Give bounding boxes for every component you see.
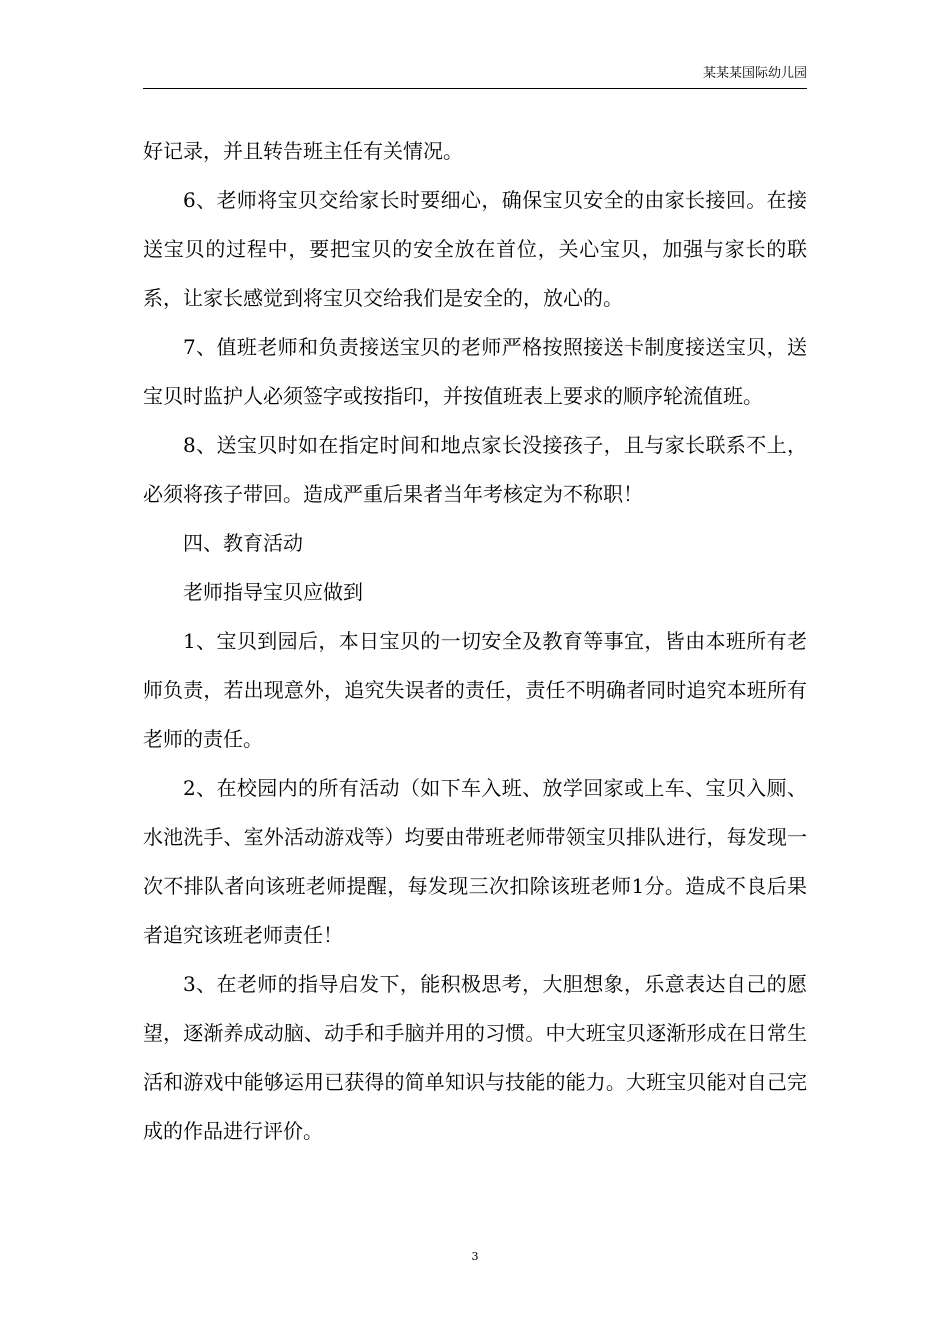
paragraph-item-7: 7、值班老师和负责接送宝贝的老师严格按照接送卡制度接送宝贝，送宝贝时监护人必须签字或按指印，并按值班表上要求的顺序轮流值班。 <box>143 335 807 408</box>
page-header <box>143 60 807 89</box>
document-body <box>143 127 807 1156</box>
paragraph-item-6: 6、老师将宝贝交给家长时要细心，确保宝贝安全的由家长接回。在接送宝贝的过程中，要把宝贝的安全放在首位，关心宝贝，加强与家长的联系，让家长感觉到将宝贝交给我们是安全的，放心的。 <box>143 188 807 310</box>
paragraph-continuation: 好记录，并且转告班主任有关情况。 <box>143 139 463 163</box>
paragraph-edu-item-3: 3、在老师的指导启发下，能积极思考，大胆想象，乐意表达自己的愿望，逐渐养成动脑、动手和手脑并用的习惯。中大班宝贝逐渐形成在日常生活和游戏中能够运用已获得的简单知识与技能的能力。大班宝贝能对自己完成的作品进行评价。 <box>143 972 807 1143</box>
sub-heading: 老师指导宝贝应做到 <box>183 580 363 604</box>
page-number: 3 <box>471 1250 479 1263</box>
section-heading: 四、教育活动 <box>183 531 303 555</box>
header-org-name: 某某某国际幼儿园 <box>702 66 807 81</box>
paragraph-edu-item-1: 1、宝贝到园后，本日宝贝的一切安全及教育等事宜，皆由本班所有老师负责，若出现意外，追究失误者的责任，责任不明确者同时追究本班所有老师的责任。 <box>143 629 807 751</box>
paragraph-item-8: 8、送宝贝时如在指定时间和地点家长没接孩子，且与家长联系不上，必须将孩子带回。造成严重后果者当年考核定为不称职！ <box>143 433 807 506</box>
paragraph-edu-item-2: 2、在校园内的所有活动（如下车入班、放学回家或上车、宝贝入厕、水池洗手、室外活动游戏等）均要由带班老师带领宝贝排队进行，每发现一次不排队者向该班老师提醒，每发现三次扣除该班老师1分。造成不良后果者追究该班老师责任！ <box>143 776 807 947</box>
